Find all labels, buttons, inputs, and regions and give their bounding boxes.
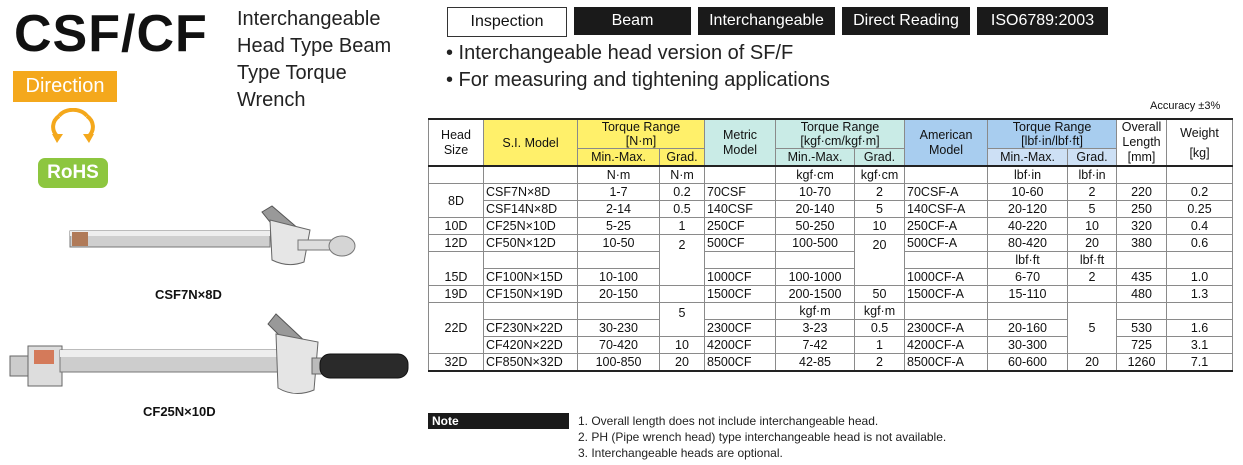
cell-lbf-range: 20-120 bbox=[988, 201, 1068, 218]
cell-lbf-grad: 2 bbox=[1068, 269, 1117, 286]
cell-kgf-grad: 50 bbox=[855, 286, 905, 303]
subtitle-line: Head Type Beam bbox=[237, 35, 392, 57]
cell-lbf-range: 15-110 bbox=[988, 286, 1068, 303]
cell-metric-model: 8500CF bbox=[705, 354, 776, 372]
cell-metric-model: 70CSF bbox=[705, 184, 776, 201]
unit-label: lbf·ft bbox=[988, 252, 1068, 269]
cell-head-size: 22D bbox=[429, 303, 484, 354]
cell-weight: 0.2 bbox=[1167, 184, 1233, 201]
cell-head-size: 19D bbox=[429, 286, 484, 303]
cell-metric-model: 2300CF bbox=[705, 320, 776, 337]
cell-head-size: 32D bbox=[429, 354, 484, 372]
cell-si-model: CF150N×19D bbox=[484, 286, 578, 303]
cell-kgf-grad: 10 bbox=[855, 218, 905, 235]
cell-kgf-range: 3-23 bbox=[776, 320, 855, 337]
page-title: CSF/CF bbox=[14, 5, 208, 63]
cell-metric-model: 1000CF bbox=[705, 269, 776, 286]
unit-row bbox=[429, 303, 1233, 320]
unit-label: N·m bbox=[660, 166, 705, 184]
cell-nm-grad: 5 bbox=[660, 303, 705, 337]
unit-label: kgf·m bbox=[776, 303, 855, 320]
cell-nm-range: 10-50 bbox=[578, 235, 660, 252]
cell-american-model: 2300CF-A bbox=[905, 320, 988, 337]
cell-kgf-range: 100-1000 bbox=[776, 269, 855, 286]
unit-label: kgf·m bbox=[855, 303, 905, 320]
accuracy-note: Accuracy ±3% bbox=[1150, 100, 1221, 112]
cell-length: 480 bbox=[1117, 286, 1167, 303]
cell-nm-range: 30-230 bbox=[578, 320, 660, 337]
cell-head-size: 10D bbox=[429, 218, 484, 235]
cell-kgf-range: 42-85 bbox=[776, 354, 855, 372]
cell-metric-model: 4200CF bbox=[705, 337, 776, 354]
tag-inspection: Inspection bbox=[447, 7, 567, 37]
cell-weight: 1.0 bbox=[1167, 269, 1233, 286]
cell-kgf-grad: 2 bbox=[855, 354, 905, 372]
header-metric-model: Metric Model bbox=[705, 119, 776, 166]
cell-kgf-grad: 0.5 bbox=[855, 320, 905, 337]
cell-lbf-grad: 20 bbox=[1068, 235, 1117, 252]
cell-lbf-range: 80-420 bbox=[988, 235, 1068, 252]
unit-label: kgf·cm bbox=[776, 166, 855, 184]
table-row bbox=[429, 184, 1233, 201]
spec-table bbox=[428, 118, 1233, 372]
rotation-arrows-icon bbox=[49, 108, 97, 148]
cell-si-model: CF50N×12D bbox=[484, 235, 578, 252]
cell-american-model: 1000CF-A bbox=[905, 269, 988, 286]
header-torque-lbf: Torque Range [lbf·in/lbf·ft] bbox=[988, 119, 1117, 149]
wrench-image-csf7n bbox=[0, 200, 380, 280]
unit-label: lbf·in bbox=[1068, 166, 1117, 184]
cell-weight: 0.4 bbox=[1167, 218, 1233, 235]
product-subtitle bbox=[237, 6, 427, 114]
header-si-model: S.I. Model bbox=[484, 119, 578, 166]
cell-american-model: 70CSF-A bbox=[905, 184, 988, 201]
cell-kgf-range: 100-500 bbox=[776, 235, 855, 252]
header-grad: Grad. bbox=[660, 149, 705, 167]
cell-lbf-range: 10-60 bbox=[988, 184, 1068, 201]
feature-bullet: • For measuring and tightening applications bbox=[446, 69, 830, 91]
cell-kgf-range: 20-140 bbox=[776, 201, 855, 218]
subtitle-line: Wrench bbox=[237, 89, 306, 111]
cell-length: 435 bbox=[1117, 269, 1167, 286]
notes-list bbox=[578, 413, 946, 461]
cell-si-model: CSF7N×8D bbox=[484, 184, 578, 201]
cell-american-model: 140CSF-A bbox=[905, 201, 988, 218]
product-panel bbox=[0, 0, 430, 465]
cell-nm-range: 2-14 bbox=[578, 201, 660, 218]
cell-kgf-grad: 5 bbox=[855, 201, 905, 218]
cell-nm-range: 5-25 bbox=[578, 218, 660, 235]
cell-lbf-grad: 5 bbox=[1068, 201, 1117, 218]
cell-kgf-range: 200-1500 bbox=[776, 286, 855, 303]
cell-length: 1260 bbox=[1117, 354, 1167, 372]
table-row bbox=[429, 286, 1233, 303]
unit-label: kgf·cm bbox=[855, 166, 905, 184]
cell-lbf-grad: 10 bbox=[1068, 218, 1117, 235]
cell-head-size: 8D bbox=[429, 184, 484, 218]
table-row bbox=[429, 201, 1233, 218]
header-torque-kgf: Torque Range [kgf·cm/kgf·m] bbox=[776, 119, 905, 149]
note-item: 2. PH (Pipe wrench head) type interchangeable head is not available. bbox=[578, 430, 947, 444]
table-row bbox=[429, 235, 1233, 252]
cell-american-model: 500CF-A bbox=[905, 235, 988, 252]
cell-nm-grad: 0.2 bbox=[660, 184, 705, 201]
cell-nm-grad: 1 bbox=[660, 218, 705, 235]
cell-nm-grad: 2 bbox=[660, 235, 705, 286]
cell-si-model: CSF14N×8D bbox=[484, 201, 578, 218]
cell-length: 220 bbox=[1117, 184, 1167, 201]
cell-nm-range: 1-7 bbox=[578, 184, 660, 201]
tag-interchangeable: Interchangeable bbox=[698, 7, 835, 35]
unit-label: N·m bbox=[578, 166, 660, 184]
cell-lbf-grad: 20 bbox=[1068, 354, 1117, 372]
cell-weight: 3.1 bbox=[1167, 337, 1233, 354]
cell-kgf-grad: 1 bbox=[855, 337, 905, 354]
product-caption: CF25N×10D bbox=[143, 404, 216, 419]
cell-si-model: CF420N×22D bbox=[484, 337, 578, 354]
table-row bbox=[429, 218, 1233, 235]
header-american-model: American Model bbox=[905, 119, 988, 166]
header-grad: Grad. bbox=[1068, 149, 1117, 167]
unit-label: lbf·in bbox=[988, 166, 1068, 184]
rohs-badge: RoHS bbox=[38, 158, 108, 188]
cell-length: 250 bbox=[1117, 201, 1167, 218]
header-min-max: Min.-Max. bbox=[578, 149, 660, 167]
direction-badge: Direction bbox=[13, 71, 117, 102]
note-item: 1. Overall length does not include interchangeable head. bbox=[578, 414, 879, 428]
cell-lbf-grad bbox=[1068, 286, 1117, 303]
unit-row bbox=[429, 166, 1233, 184]
header-overall-length: Overall Length [mm] bbox=[1117, 119, 1167, 166]
cell-lbf-grad: 5 bbox=[1068, 303, 1117, 354]
cell-kgf-range: 50-250 bbox=[776, 218, 855, 235]
note-label: Note bbox=[428, 413, 569, 429]
cell-metric-model: 1500CF bbox=[705, 286, 776, 303]
note-item: 3. Interchangeable heads are optional. bbox=[578, 446, 783, 460]
cell-metric-model: 140CSF bbox=[705, 201, 776, 218]
cell-head-size: 12D bbox=[429, 235, 484, 252]
cell-metric-model: 250CF bbox=[705, 218, 776, 235]
tag-direct-reading: Direct Reading bbox=[842, 7, 970, 35]
cell-weight: 1.6 bbox=[1167, 320, 1233, 337]
cell-metric-model: 500CF bbox=[705, 235, 776, 252]
unit-label: lbf·ft bbox=[1068, 252, 1117, 269]
cell-lbf-range: 6-70 bbox=[988, 269, 1068, 286]
header-head-size: Head Size bbox=[429, 119, 484, 166]
cell-si-model: CF230N×22D bbox=[484, 320, 578, 337]
cell-weight: 1.3 bbox=[1167, 286, 1233, 303]
cell-si-model: CF850N×32D bbox=[484, 354, 578, 372]
cell-kgf-grad: 2 bbox=[855, 184, 905, 201]
cell-weight: 0.6 bbox=[1167, 235, 1233, 252]
header-min-max: Min.-Max. bbox=[988, 149, 1068, 167]
tag-beam: Beam bbox=[574, 7, 691, 35]
feature-bullet: • Interchangeable head version of SF/F bbox=[446, 42, 794, 64]
cell-kgf-range: 10-70 bbox=[776, 184, 855, 201]
cell-nm-range: 100-850 bbox=[578, 354, 660, 372]
cell-american-model: 1500CF-A bbox=[905, 286, 988, 303]
cell-kgf-grad: 20 bbox=[855, 235, 905, 286]
header-weight: Weight [kg] bbox=[1167, 119, 1233, 166]
cell-weight: 0.25 bbox=[1167, 201, 1233, 218]
cell-lbf-range: 60-600 bbox=[988, 354, 1068, 372]
cell-nm-grad: 10 bbox=[660, 337, 705, 354]
subtitle-line: Type Torque bbox=[237, 62, 347, 84]
product-caption: CSF7N×8D bbox=[155, 287, 222, 302]
cell-head-size: 15D bbox=[429, 252, 484, 286]
cell-length: 380 bbox=[1117, 235, 1167, 252]
cell-american-model: 250CF-A bbox=[905, 218, 988, 235]
cell-nm-grad: 0.5 bbox=[660, 201, 705, 218]
tag-iso: ISO6789:2003 bbox=[977, 7, 1108, 35]
cell-si-model: CF25N×10D bbox=[484, 218, 578, 235]
cell-nm-range: 20-150 bbox=[578, 286, 660, 303]
cell-nm-range: 10-100 bbox=[578, 269, 660, 286]
subtitle-line: Interchangeable bbox=[237, 8, 381, 30]
cell-lbf-range: 30-300 bbox=[988, 337, 1068, 354]
cell-nm-grad: 20 bbox=[660, 354, 705, 372]
cell-length: 725 bbox=[1117, 337, 1167, 354]
unit-row bbox=[429, 252, 1233, 269]
cell-lbf-range: 40-220 bbox=[988, 218, 1068, 235]
cell-lbf-grad: 2 bbox=[1068, 184, 1117, 201]
cell-kgf-range: 7-42 bbox=[776, 337, 855, 354]
cell-nm-range: 70-420 bbox=[578, 337, 660, 354]
header-torque-nm: Torque Range [N·m] bbox=[578, 119, 705, 149]
header-grad: Grad. bbox=[855, 149, 905, 167]
table-row bbox=[429, 269, 1233, 286]
cell-lbf-range: 20-160 bbox=[988, 320, 1068, 337]
header-min-max: Min.-Max. bbox=[776, 149, 855, 167]
wrench-image-cf25n bbox=[0, 310, 420, 400]
table-row bbox=[429, 354, 1233, 372]
cell-nm-grad bbox=[660, 286, 705, 303]
cell-length: 530 bbox=[1117, 320, 1167, 337]
cell-weight: 7.1 bbox=[1167, 354, 1233, 372]
cell-american-model: 4200CF-A bbox=[905, 337, 988, 354]
cell-length: 320 bbox=[1117, 218, 1167, 235]
cell-american-model: 8500CF-A bbox=[905, 354, 988, 372]
cell-si-model: CF100N×15D bbox=[484, 269, 578, 286]
